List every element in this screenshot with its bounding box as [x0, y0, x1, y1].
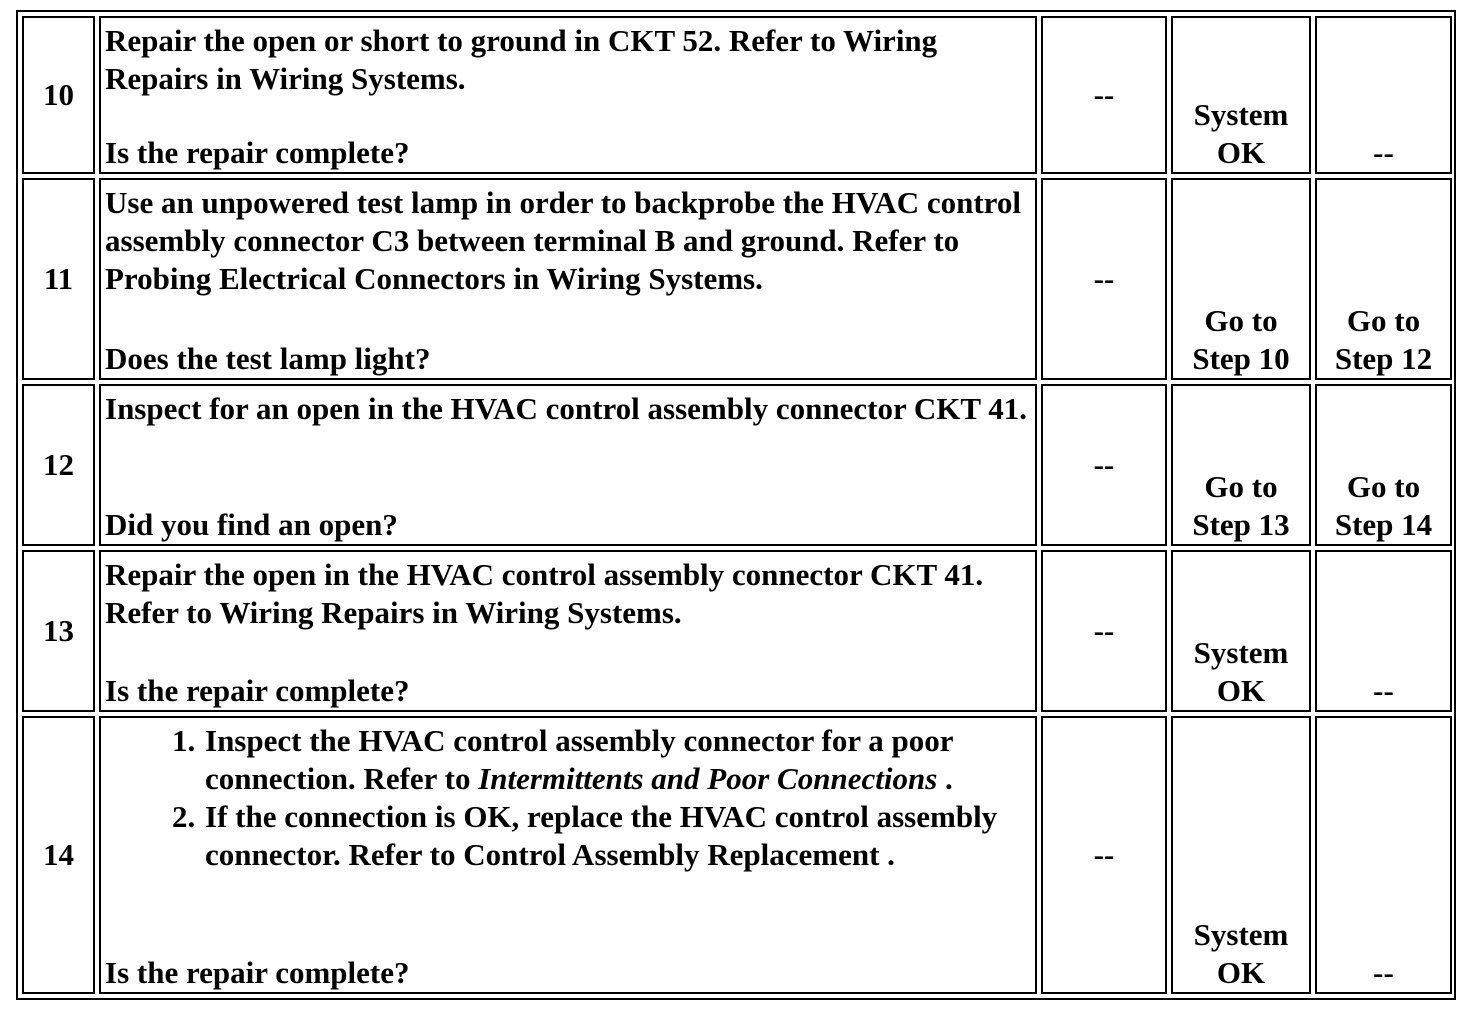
yes-line: System: [1193, 635, 1289, 670]
no-line: --: [1373, 673, 1394, 708]
action-text: Repair the open in the HVAC control assembly connector CKT 41. Refer to Wiring Repairs in Wiring Systems.: [105, 557, 984, 630]
yes-line: Go to: [1204, 303, 1278, 338]
value-text: --: [1093, 613, 1115, 648]
yes-cell: [1171, 16, 1311, 174]
instruction-link-text: Intermittents and Poor Connections: [478, 761, 938, 796]
no-cell[interactable]: [1315, 384, 1452, 546]
yes-cell[interactable]: [1171, 178, 1311, 380]
no-cell[interactable]: [1315, 178, 1452, 380]
question-text: Is the repair complete?: [105, 135, 410, 170]
question-text: Does the test lamp light?: [105, 341, 431, 376]
no-line: Go to: [1346, 469, 1421, 504]
action-text: Use an unpowered test lamp in order to backprobe the HVAC control assembly connector C3 between terminal B and ground. Refer to Probing Electrical Connectors in Wiring Systems.: [105, 185, 1021, 296]
yes-line: OK: [1216, 673, 1266, 708]
step-number: 10: [43, 77, 74, 112]
action-text: Inspect for an open in the HVAC control assembly connector CKT 41.: [105, 391, 1028, 426]
step-number-cell: [22, 16, 95, 174]
question-text: Is the repair complete?: [105, 955, 410, 990]
value-cell: [1041, 16, 1167, 174]
action-text: Repair the open or short to ground in CKT 52. Refer to Wiring Repairs in Wiring Systems.: [105, 23, 938, 96]
value-cell: [1041, 550, 1167, 712]
step-number-cell: [22, 384, 95, 546]
value-text: --: [1093, 261, 1115, 296]
no-line: Step 14: [1334, 507, 1433, 542]
no-line: Go to: [1346, 303, 1421, 338]
no-line: --: [1373, 135, 1394, 170]
value-text: --: [1093, 77, 1115, 112]
action-cell: [99, 716, 1037, 994]
action-cell: [99, 550, 1037, 712]
value-cell: [1041, 384, 1167, 546]
no-cell: [1315, 16, 1452, 174]
step-number: 14: [43, 837, 74, 872]
no-cell: [1315, 716, 1452, 994]
yes-line: OK: [1216, 955, 1266, 990]
instruction-text: If the connection is OK, replace the HVAC control assembly connector. Refer to Control Assembly Replacement .: [205, 799, 998, 872]
value-cell: [1041, 716, 1167, 994]
no-line: Step 12: [1334, 341, 1433, 376]
instruction-text: .: [937, 761, 953, 796]
action-cell: [99, 384, 1037, 546]
value-text: --: [1093, 447, 1115, 482]
step-number: 11: [43, 261, 74, 296]
yes-line: Step 10: [1192, 341, 1290, 376]
value-cell: [1041, 178, 1167, 380]
value-text: --: [1093, 837, 1115, 872]
yes-cell: [1171, 716, 1311, 994]
instruction-item: [203, 798, 1031, 874]
step-number: 12: [43, 447, 74, 482]
instruction-text: Inspect the HVAC control assembly connector for a poor connection. Refer to: [205, 723, 953, 796]
yes-line: Go to: [1204, 469, 1278, 504]
yes-line: System: [1193, 97, 1289, 132]
question-text: Did you find an open?: [105, 507, 398, 542]
yes-line: Step 13: [1192, 507, 1290, 542]
yes-line: OK: [1216, 135, 1266, 170]
instruction-item: [203, 722, 1031, 798]
step-number-cell: [22, 716, 95, 994]
no-cell: [1315, 550, 1452, 712]
step-number-cell: [22, 178, 95, 380]
step-number: 13: [43, 613, 74, 648]
action-cell: [99, 16, 1037, 174]
no-line: --: [1373, 955, 1394, 990]
step-number-cell: [22, 550, 95, 712]
yes-cell[interactable]: [1171, 384, 1311, 546]
yes-line: System: [1193, 917, 1289, 952]
instruction-list: [105, 722, 1031, 874]
yes-cell: [1171, 550, 1311, 712]
diagnostic-table: [16, 10, 1456, 1000]
action-cell: [99, 178, 1037, 380]
question-text: Is the repair complete?: [105, 673, 410, 708]
